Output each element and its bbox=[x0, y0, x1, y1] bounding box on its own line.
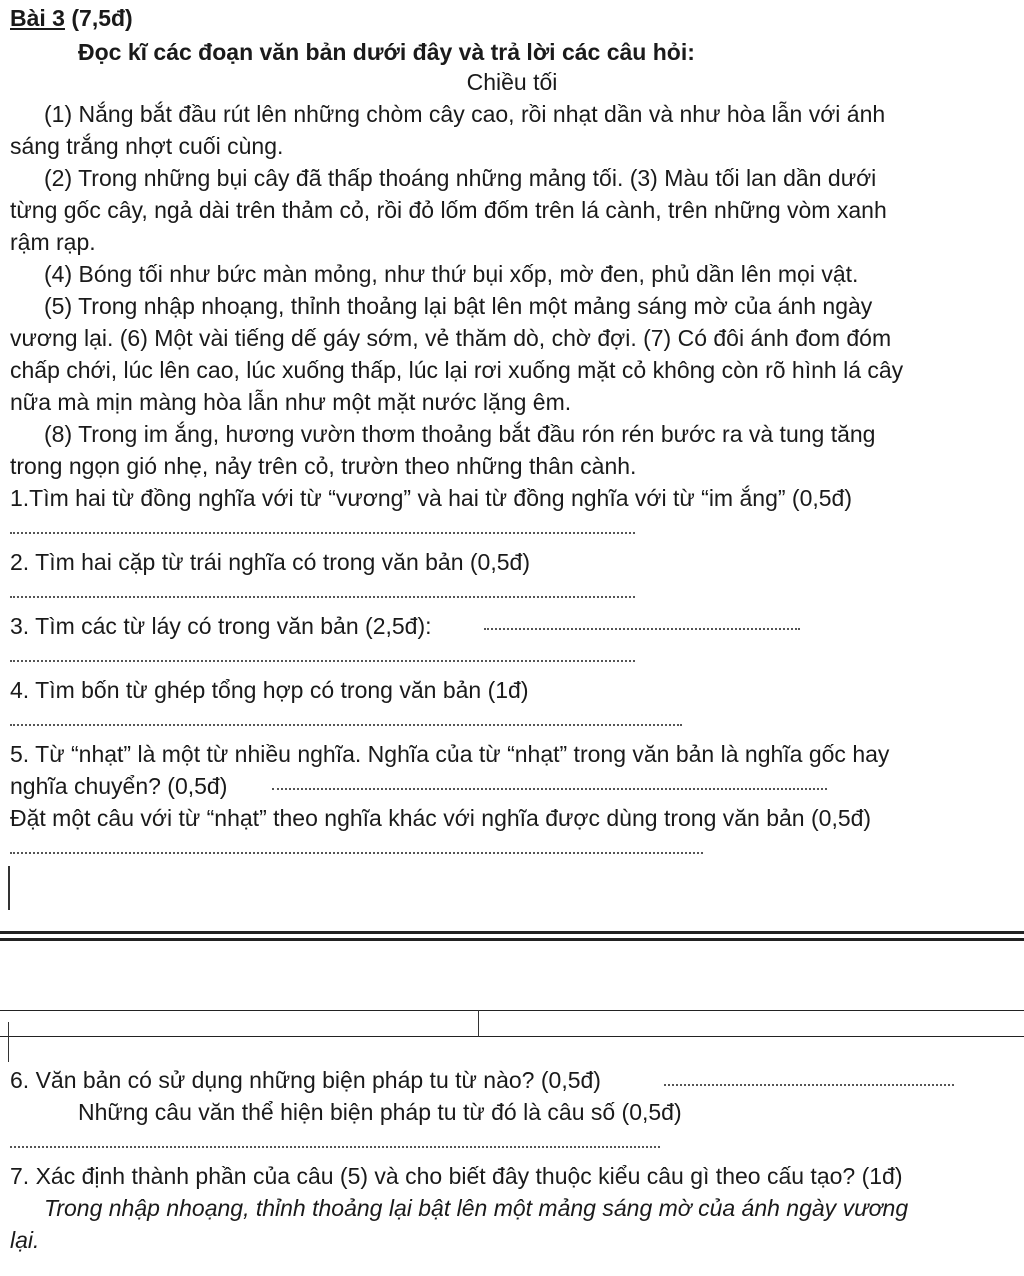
answer-line-5b[interactable] bbox=[10, 852, 703, 854]
passage-line: trong ngọn gió nhẹ, nảy trên cỏ, trườn theo những thân cành. bbox=[10, 453, 637, 479]
passage-line: từng gốc cây, ngả dài trên thảm cỏ, rồi đỏ lốm đốm trên lá cành, trên những vòm xanh bbox=[10, 197, 887, 223]
section-divider bbox=[0, 931, 1024, 934]
question-7-quote-line-2: lại. bbox=[10, 1227, 40, 1253]
exercise-title-points: (7,5đ) bbox=[64, 5, 133, 31]
table-cell-divider bbox=[478, 1010, 479, 1037]
answer-line-5a[interactable] bbox=[272, 788, 827, 790]
section-divider-2 bbox=[0, 938, 1024, 941]
answer-line-1[interactable] bbox=[10, 532, 635, 534]
exercise-title-number: Bài 3 bbox=[10, 5, 65, 31]
question-5-line-1: 5. Từ “nhạt” là một từ nhiều nghĩa. Nghĩa của từ “nhạt” trong văn bản là nghĩa gốc hay bbox=[10, 741, 890, 767]
answer-line-6a[interactable] bbox=[664, 1084, 954, 1086]
question-6-line-1: 6. Văn bản có sử dụng những biện pháp tu từ nào? (0,5đ) bbox=[10, 1067, 601, 1093]
passage-line: vương lại. (6) Một vài tiếng dế gáy sớm, vẻ thăm dò, chờ đợi. (7) Có đôi ánh đom đóm bbox=[10, 325, 892, 351]
table-border-bottom bbox=[0, 1036, 1024, 1037]
cursor-line bbox=[8, 866, 10, 910]
exercise-title bbox=[10, 2, 133, 34]
question-3: 3. Tìm các từ láy có trong văn bản (2,5đ): bbox=[10, 613, 432, 639]
answer-line-3b[interactable] bbox=[10, 660, 635, 662]
question-2: 2. Tìm hai cặp từ trái nghĩa có trong văn bản (0,5đ) bbox=[10, 549, 530, 575]
passage-line: rậm rạp. bbox=[10, 229, 96, 255]
passage-line: (4) Bóng tối như bức màn mỏng, như thứ bụi xốp, mờ đen, phủ dần lên mọi vật. bbox=[44, 261, 859, 287]
answer-line-4[interactable] bbox=[10, 724, 682, 726]
passage-line: nữa mà mịn màng hòa lẫn như một mặt nước lặng êm. bbox=[10, 389, 572, 415]
question-5-line-3: Đặt một câu với từ “nhạt” theo nghĩa khác với nghĩa được dùng trong văn bản (0,5đ) bbox=[10, 805, 872, 831]
passage-line: (1) Nắng bắt đầu rút lên những chòm cây cao, rồi nhạt dần và như hòa lẫn với ánh bbox=[44, 101, 886, 127]
passage-line: sáng trắng nhợt cuối cùng. bbox=[10, 133, 284, 159]
passage-title: Chiều tối bbox=[466, 69, 558, 95]
answer-line-3a[interactable] bbox=[484, 628, 800, 630]
passage-line: (5) Trong nhập nhoạng, thỉnh thoảng lại bật lên một mảng sáng mờ của ánh ngày bbox=[44, 293, 873, 319]
question-6-line-2: Những câu văn thể hiện biện pháp tu từ đó là câu số (0,5đ) bbox=[78, 1099, 682, 1125]
table-border-top bbox=[0, 1010, 1024, 1011]
question-7-quote-line-1: Trong nhập nhoạng, thỉnh thoảng lại bật lên một mảng sáng mờ của ánh ngày vương bbox=[44, 1195, 909, 1221]
question-5-line-2: nghĩa chuyển? (0,5đ) bbox=[10, 773, 228, 799]
answer-line-2[interactable] bbox=[10, 596, 635, 598]
instruction: Đọc kĩ các đoạn văn bản dưới đây và trả lời các câu hỏi: bbox=[78, 39, 695, 65]
passage-line: chấp chới, lúc lên cao, lúc xuống thấp, lúc lại rơi xuống mặt cỏ không còn rõ hình lá cây bbox=[10, 357, 904, 383]
table-border-left bbox=[8, 1022, 9, 1062]
answer-line-6b[interactable] bbox=[10, 1146, 660, 1148]
passage-line: (8) Trong im ắng, hương vườn thơm thoảng bắt đầu rón rén bước ra và tung tăng bbox=[44, 421, 876, 447]
passage-line: (2) Trong những bụi cây đã thấp thoáng những mảng tối. (3) Màu tối lan dần dưới bbox=[44, 165, 877, 191]
question-4: 4. Tìm bốn từ ghép tổng hợp có trong văn bản (1đ) bbox=[10, 677, 529, 703]
question-7: 7. Xác định thành phần của câu (5) và cho biết đây thuộc kiểu câu gì theo cấu tạo? (1đ) bbox=[10, 1163, 903, 1189]
question-1: 1.Tìm hai từ đồng nghĩa với từ “vương” và hai từ đồng nghĩa với từ “im ắng” (0,5đ) bbox=[10, 485, 852, 511]
